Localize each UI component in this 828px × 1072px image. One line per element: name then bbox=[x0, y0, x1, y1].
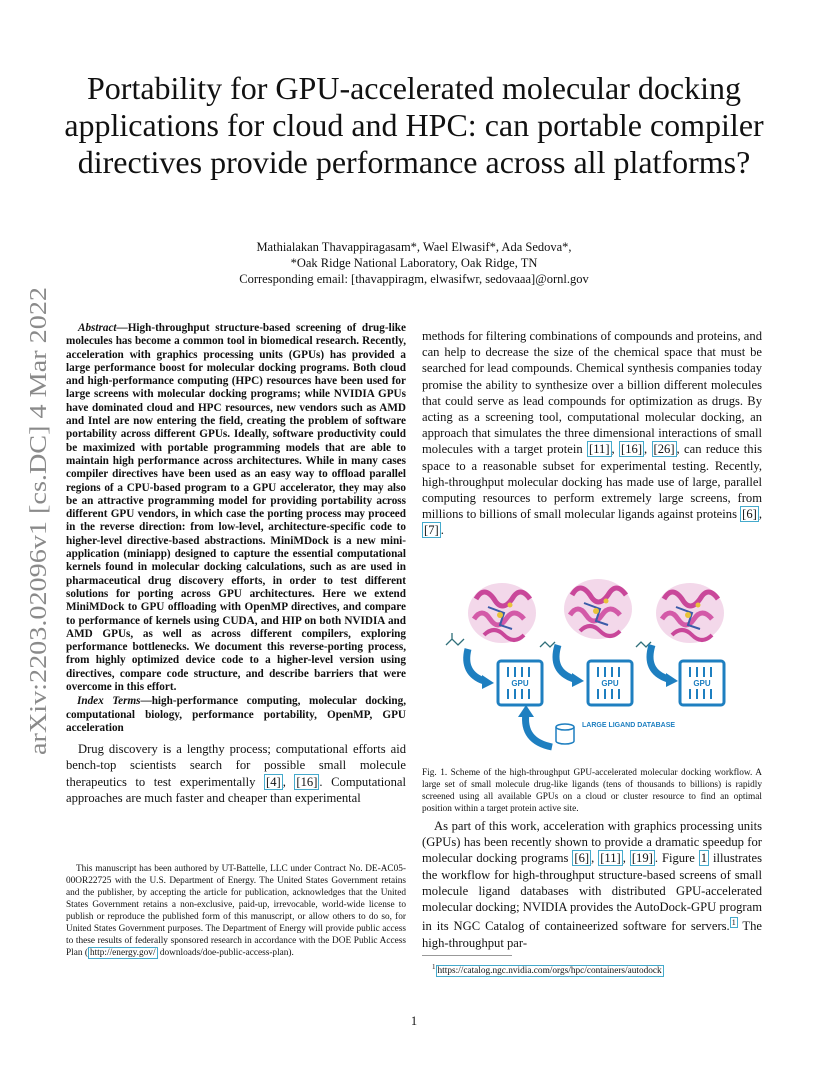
text-run: , bbox=[758, 507, 762, 522]
text-run: . Figure bbox=[654, 851, 699, 866]
protein-structure-3 bbox=[656, 583, 724, 643]
figure-reference-link[interactable]: 1 bbox=[700, 851, 708, 866]
text-run: , bbox=[591, 851, 599, 866]
footnote-number: 1 bbox=[432, 963, 436, 971]
copyright-footnote bbox=[66, 863, 406, 959]
text-run: downloads/doe-public-access-plan). bbox=[157, 948, 294, 958]
arxiv-stamp bbox=[14, 285, 60, 755]
text-run: As part of this work, acceleration with graphics processing units (GPUs) has been recently shown to provide a dramatic speedup for molecular docking programs bbox=[422, 819, 762, 866]
ngc-catalog-link[interactable]: https://catalog.ngc.nvidia.com/orgs/hpc/containers/autodock bbox=[437, 966, 662, 977]
docking-workflow-figure bbox=[440, 575, 740, 755]
gpu-label: GPU bbox=[511, 679, 529, 688]
citation-link[interactable]: [16] bbox=[296, 774, 318, 789]
page-number: 1 bbox=[410, 1014, 418, 1028]
text-run: methods for filtering combinations of compounds and proteins, and can help to decrease the size of the chemical space that must be searched for lead compounds. Chemical synthesis companies today promise the ability to synthesize over a billion different molecules that could serve as lead compounds for optimization as drugs. By acting as a screening tool, computational molecular docking, an approach that simulates the three dimensional interactions of small molecules with a target protein bbox=[422, 329, 762, 457]
citation-link[interactable]: [26] bbox=[653, 442, 675, 457]
citation-link[interactable]: [7] bbox=[424, 523, 439, 538]
text-run: , can reduce this space to a reasonable subset for experimental testing. Recently, high-throughput molecular docking has made use of large, parallel computing resources to perform extremely large screens, from millions to billions of small molecular ligands against proteins bbox=[422, 442, 762, 522]
author-block bbox=[100, 239, 728, 287]
abstract-label: Abstract bbox=[78, 322, 117, 334]
text-run: illustrates the workflow for high-throughput structure-based screens of small molecule ligand databases with distributed GPU-accelerated molecular docking; NVIDIA provides the AutoDock-GPU program in its NGC Catalog of containeerized software for servers. bbox=[422, 851, 763, 934]
gpu-label: GPU bbox=[693, 679, 711, 688]
left-column bbox=[66, 322, 406, 806]
text-run: , bbox=[282, 774, 295, 789]
gpu-unit-1 bbox=[498, 661, 542, 705]
right-column-upper bbox=[422, 328, 762, 539]
figure-caption: Fig. 1. Scheme of the high-throughput GPU-accelerated molecular docking workflow. A large set of small molecule drug-like ligands (tens of thousands to billions) is rapidly screened using all available GPUs on a cloud or cluster resource to find an optimal position within a target protein active site. bbox=[422, 768, 762, 814]
text-run: , bbox=[611, 442, 620, 457]
citation-link[interactable]: [16] bbox=[621, 442, 643, 457]
index-terms-text: —high-performance computing, molecular docking, computational biology, performance portability, OpenMP, GPU acceleration bbox=[66, 695, 406, 734]
text-run: Drug discovery is a lengthy process; computational efforts aid bench-top scientists search for possible small molecule therapeutics to test experimentally bbox=[66, 742, 406, 789]
author-email: Corresponding email: [thavappiragm, elwasifwr, sedovaaa]@ornl.gov bbox=[239, 272, 589, 286]
text-run: , bbox=[644, 442, 652, 457]
gpu-label: GPU bbox=[601, 679, 619, 688]
index-terms-label: Index Terms bbox=[77, 695, 141, 708]
ligand-molecules bbox=[446, 633, 651, 647]
database-icon bbox=[556, 724, 574, 744]
footnote-rule bbox=[422, 955, 512, 956]
citation-link[interactable]: [11] bbox=[589, 442, 610, 457]
protein-structure-2 bbox=[564, 579, 632, 639]
citation-link[interactable]: [6] bbox=[574, 851, 590, 866]
abstract bbox=[66, 322, 406, 694]
doe-link[interactable]: http://energy.gov/ bbox=[89, 948, 156, 958]
arxiv-identifier: arXiv:2203.02096v1 [cs.DC] 4 Mar 2022 bbox=[25, 348, 52, 755]
url-footnote bbox=[432, 961, 762, 977]
gpu-unit-2 bbox=[588, 661, 632, 705]
text-run: . bbox=[440, 523, 444, 538]
paper-title: Portability for GPU-accelerated molecular docking applications for cloud and HPC: can portable compiler directives provide performance across all platforms? bbox=[64, 70, 764, 180]
author-names: Mathialakan Thavappiragasam*, Wael Elwasif*, Ada Sedova*, bbox=[256, 240, 572, 254]
text-run: This manuscript has been authored by UT-Battelle, LLC under Contract No. DE-AC05-00OR22725 with the U.S. Department of Energy. The United States Government retains and the publisher, by accepting the article for publication, acknowledges that the United States Government retains a non-exclusive, paid-up, irrevocable, world-wide license to publish or reproduce the published form of this manuscript, or allow others to do so, for United States Government purposes. The Department of Energy will provide public access to these results of federally sponsored research in accordance with the DOE Public Access Plan ( bbox=[66, 864, 406, 958]
text-run: . Computational approaches are much faster and cheaper than experimental bbox=[66, 774, 406, 805]
gpu-acceleration-paragraph bbox=[422, 818, 762, 951]
citation-link[interactable]: [19] bbox=[631, 851, 653, 866]
abstract-text: —High-throughput structure-based screening of drug-like molecules has become a common tool in biomedical research. Recently, acceleration with graphics processing units (GPUs) has provided a large performance boost for molecular docking programs. Both cloud and high-performance computing (HPC) resources have been used for large screens with molecular docking programs; while NVIDIA GPUs have dominated cloud and HPC resources, new vendors such as AMD and Intel are now entering the field, creating the problem of software portability across different GPUs. Ideally, software productivity could be maximized with portable programming models that are able to maintain high performance across architectures. While in many cases compiler directives have been used as an easy way to offload parallel regions of a CPU-based program to a GPU accelerator, they may also be an attractive programming model for providing portability across different GPU vendors, in which case the porting process may proceed in the reverse direction: from low-level, architecture-specific code to higher-level directive-based abstractions. MiniMDock is a new mini-application (miniapp) designed to capture the essential computational kernels found in molecular docking calculations, such as are used in pharmaceutical drug discovery efforts, in order to test different solutions for porting across GPU architectures. Here we extend MiniMDock to GPU offloading with OpenMP directives, and compare to performance of kernels using CUDA, and HIP on both NVIDIA and AMD GPUs, as well as across different compilers, exploring performance bottlenecks. We document this reverse-porting process, from highly optimized device code to a higher-level version using directives, compare code structure, and describe barriers that were overcome in this effort. bbox=[66, 322, 406, 694]
citation-link[interactable]: [11] bbox=[600, 851, 621, 866]
intro-paragraph-right bbox=[422, 328, 762, 539]
database-label: LARGE LIGAND DATABASE bbox=[582, 722, 676, 729]
index-terms bbox=[66, 695, 406, 735]
author-affiliation: *Oak Ridge National Laboratory, Oak Ridge, TN bbox=[290, 256, 538, 270]
footnote-marker-link[interactable]: 1 bbox=[731, 918, 736, 928]
gpu-unit-3 bbox=[680, 661, 724, 705]
right-column-lower bbox=[422, 818, 762, 951]
citation-link[interactable]: [4] bbox=[266, 774, 281, 789]
text-run: , bbox=[622, 851, 630, 866]
intro-paragraph-left bbox=[66, 741, 406, 806]
text-run: The high-throughput par- bbox=[422, 919, 762, 950]
citation-link[interactable]: [6] bbox=[742, 507, 757, 522]
protein-structure-1 bbox=[468, 583, 536, 643]
